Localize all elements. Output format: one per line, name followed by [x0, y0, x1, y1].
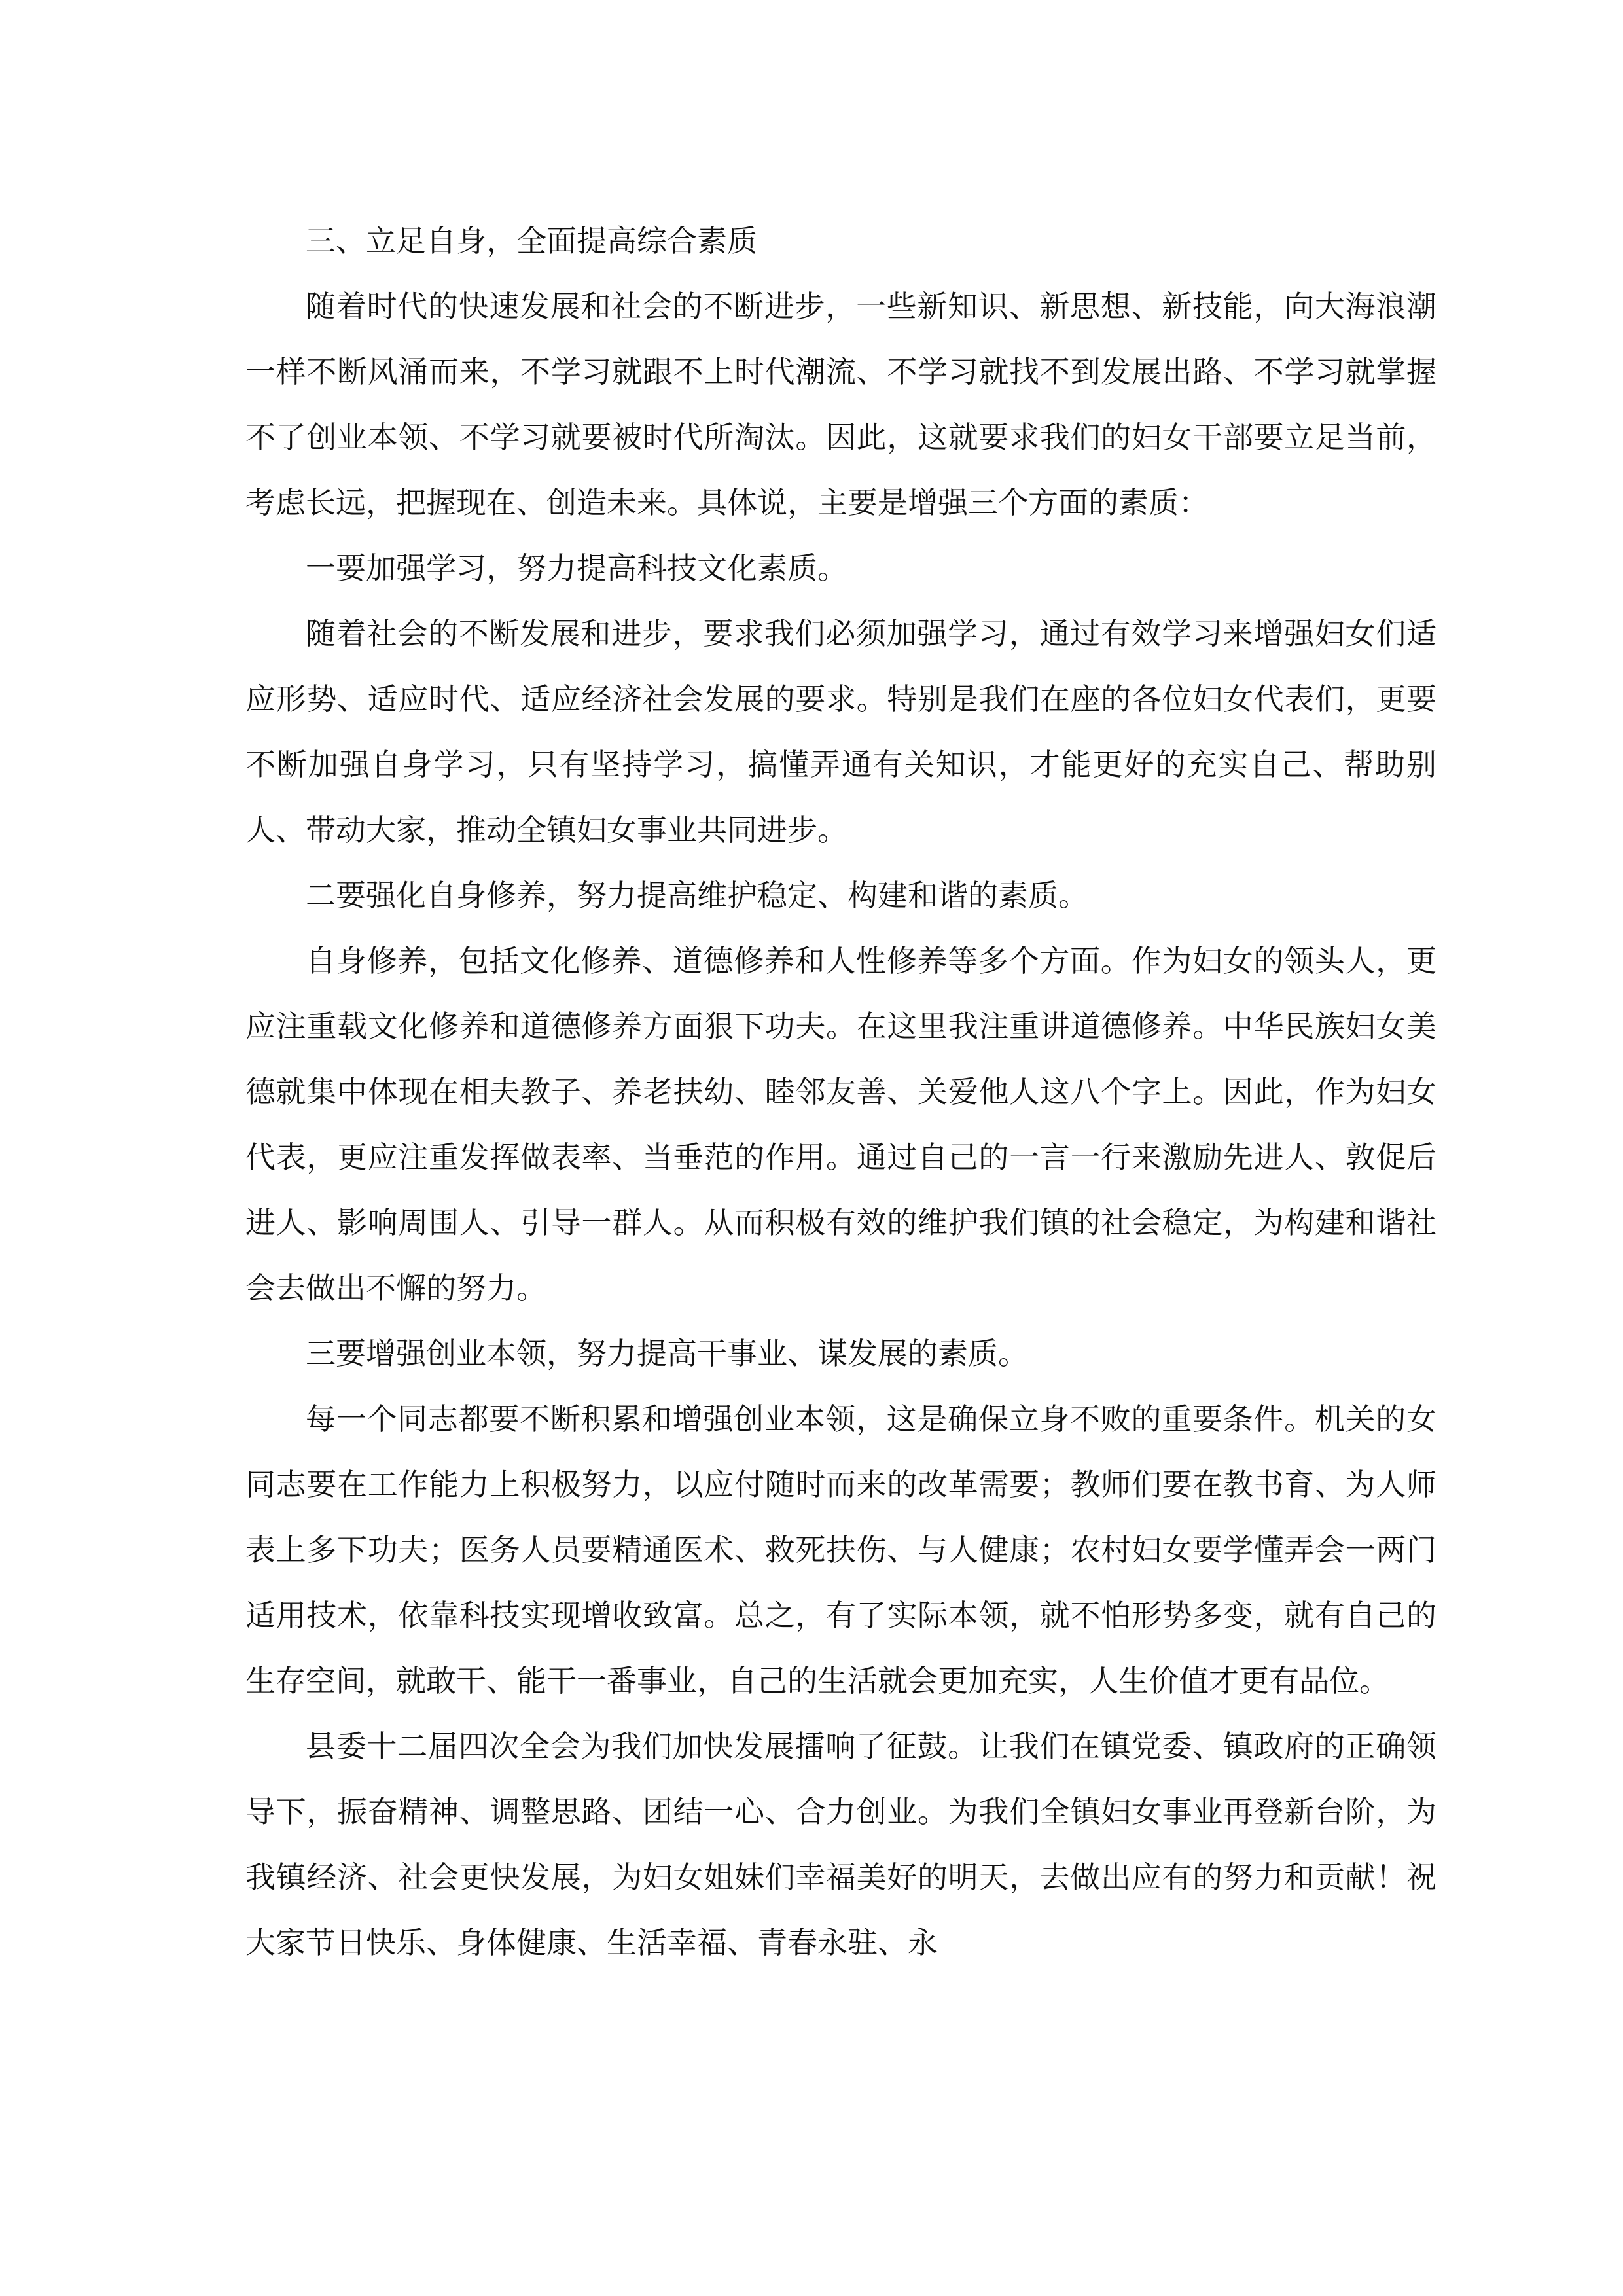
paragraph: 县委十二届四次全会为我们加快发展擂响了征鼓。让我们在镇党委、镇政府的正确领导下，振奋精神、调整思路、团结一心、合力创业。为我们全镇妇女事业再登新台阶，为我镇经济、社会更快发展，为妇女姐妹们幸福美好的明天，去做出应有的努力和贡献！祝大家节日快乐、身体健康、生活幸福、青春永驻、永: [245, 1729, 1436, 1960]
subheading: 二要强化自身修养，努力提高维护稳定、构建和谐的素质。: [306, 878, 1088, 913]
paragraph: 自身修养，包括文化修养、道德修养和人性修养等多个方面。作为妇女的领头人，更应注重载文化修养和道德修养方面狠下功夫。在这里我注重讲道德修养。中华民族妇女美德就集中体现在相夫教子、养老扶幼、睦邻友善、关爱他人这八个字上。因此，作为妇女代表，更应注重发挥做表率、当垂范的作用。通过自己的一言一行来激励先进人、敦促后进人、影响周围人、引导一群人。从而积极有效的维护我们镇的社会稳定，为构建和谐社会去做出不懈的努力。: [245, 943, 1436, 1306]
paragraph: 每一个同志都要不断积累和增强创业本领，这是确保立身不败的重要条件。机关的女同志要在工作能力上积极努力，以应付随时而来的改革需要；教师们要在教书育、为人师表上多下功夫；医务人员要精通医术、救死扶伤、与人健康；农村妇女要学懂弄会一两门适用技术，依靠科技实现增收致富。总之，有了实际本领，就不怕形势多变，就有自己的生存空间，就敢干、能干一番事业，自己的生活就会更加充实，人生价值才更有品位。: [245, 1401, 1436, 1698]
subheading: 一要加强学习，努力提高科技文化素质。: [306, 550, 847, 586]
subheading: 三要增强创业本领，努力提高干事业、谋发展的素质。: [306, 1336, 1028, 1371]
paragraph: 随着时代的快速发展和社会的不断进步，一些新知识、新思想、新技能，向大海浪潮一样不断风涌而来，不学习就跟不上时代潮流、不学习就找不到发展出路、不学习就掌握不了创业本领、不学习就要被时代所淘汰。因此，这就要求我们的妇女干部要立足当前，考虑长远，把握现在、创造未来。具体说，主要是增强三个方面的素质：: [245, 289, 1436, 520]
paragraph: 随着社会的不断发展和进步，要求我们必须加强学习，通过有效学习来增强妇女们适应形势、适应时代、适应经济社会发展的要求。特别是我们在座的各位妇女代表们，更要不断加强自身学习，只有坚持学习，搞懂弄通有关知识，才能更好的充实自己、帮助别人、带动大家，推动全镇妇女事业共同进步。: [245, 616, 1436, 848]
section-heading: 三、立足自身，全面提高综合素质: [306, 223, 757, 259]
document-body: [245, 208, 1436, 1975]
